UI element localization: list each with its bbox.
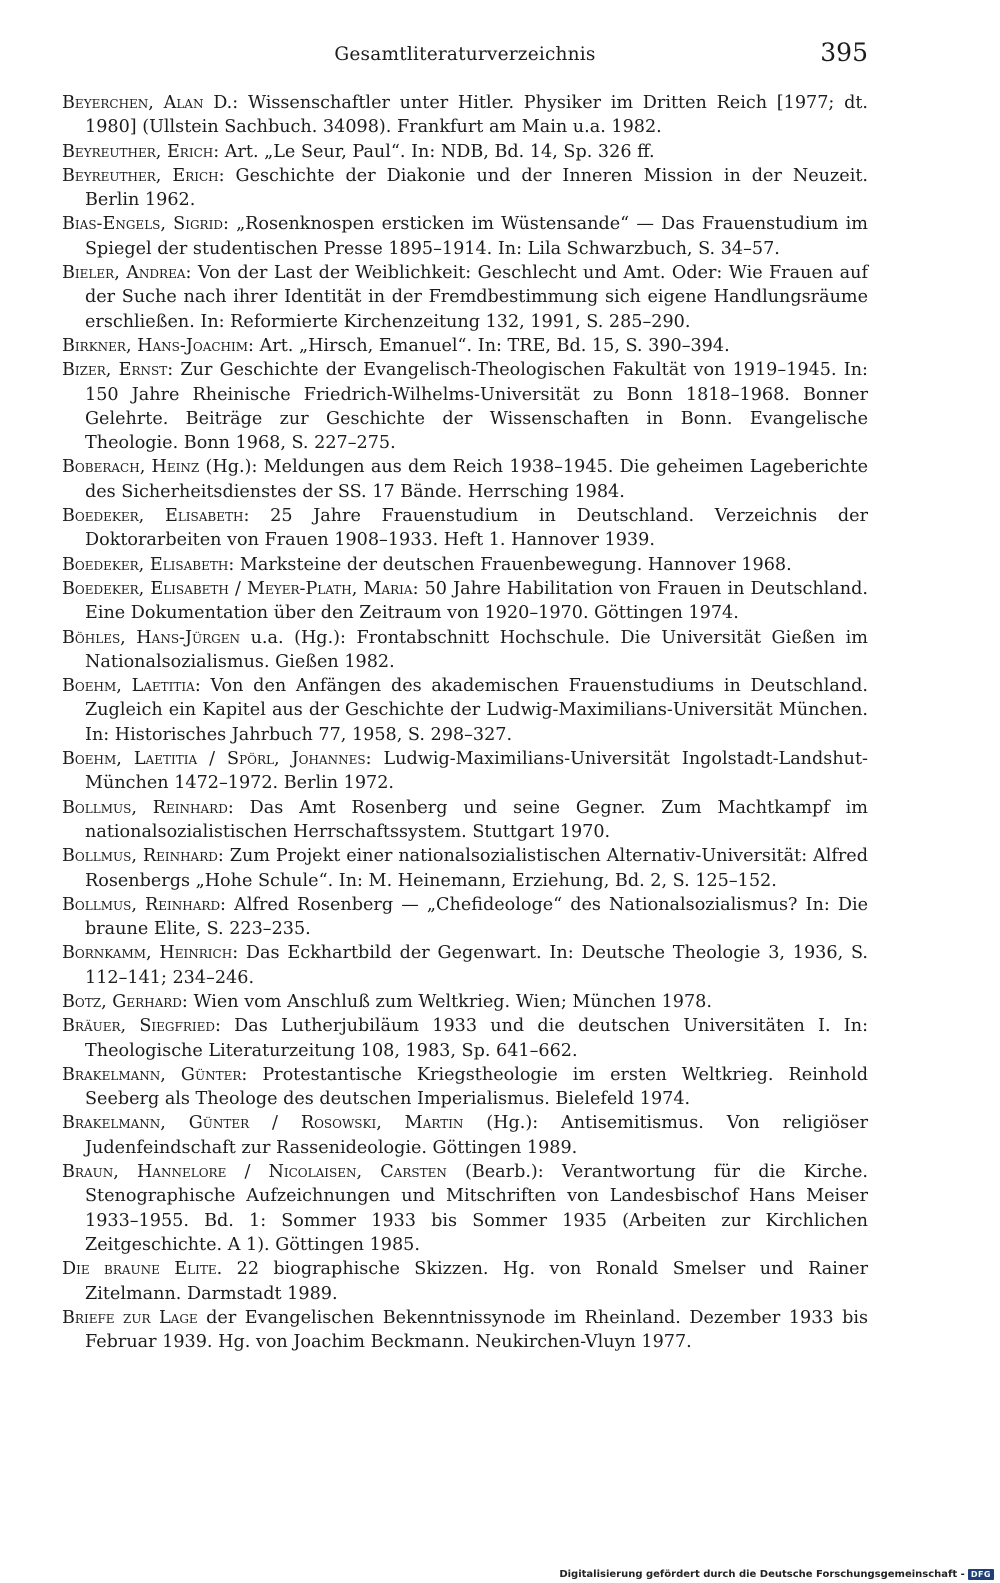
bibliography-entry bbox=[62, 334, 868, 358]
bibliography-entry bbox=[62, 844, 868, 893]
entry-author: Boberach, Heinz bbox=[62, 457, 200, 478]
bibliography-entry bbox=[62, 1160, 868, 1257]
entry-author: Beyreuther, Erich: bbox=[62, 141, 220, 162]
bibliography-entry bbox=[62, 553, 868, 577]
entry-author: Beyreuther, Erich: bbox=[62, 165, 225, 186]
bibliography-entry bbox=[62, 941, 868, 990]
entry-author: Briefe zur Lage bbox=[62, 1307, 198, 1328]
bibliography-entry bbox=[62, 358, 868, 455]
entry-text: Marksteine der deutschen Frauenbewegung. Hannover 1968. bbox=[234, 554, 792, 575]
entry-text: Zur Geschichte der Evangelisch-Theologischen Fakultät von 1919–1945. In: 150 Jahre Rheinische Friedrich-Wilhelms-Universität zu Bonn 1818–1968. Bonner Gelehrte. Beiträge zur Geschichte der Wissenschaften in Bonn. Evangelische Theologie. Bonn 1968, S. 227–275. bbox=[85, 360, 868, 454]
entry-author: Böhles, Hans-Jürgen bbox=[62, 627, 241, 648]
bibliography-entry bbox=[62, 91, 868, 140]
entry-author: Bieler, Andrea: bbox=[62, 263, 192, 284]
bibliography-entry bbox=[62, 504, 868, 553]
entry-text: der Evangelischen Bekenntnissynode im Rheinland. Dezember 1933 bis Februar 1939. Hg. von Joachim Beckmann. Neukirchen-Vluyn 1977. bbox=[85, 1307, 868, 1353]
bibliography-entry bbox=[62, 626, 868, 675]
bibliography-entry bbox=[62, 1306, 868, 1355]
entry-text: Zum Projekt einer nationalsozialistischen Alternativ-Universität: Alfred Rosenbergs „Hohe Schule“. In: M. Heinemann, Erziehung, Bd. 2, S. 125–152. bbox=[85, 846, 868, 891]
running-title: Gesamtliteraturverzeichnis bbox=[334, 44, 596, 65]
entry-author: Die braune Elite. bbox=[62, 1259, 223, 1280]
dfg-logo: DFG bbox=[968, 1569, 994, 1580]
entry-author: Boehm, Laetitia: bbox=[62, 676, 201, 697]
entry-author: Bizer, Ernst: bbox=[62, 360, 174, 381]
entry-author: Boedeker, Elisabeth / Meyer-Plath, Maria: bbox=[62, 578, 419, 599]
entry-text: Ludwig-Maximilians-Universität Ingolstadt-Landshut-München 1472–1972. Berlin 1972. bbox=[85, 749, 868, 794]
entry-author: Brakelmann, Günter: bbox=[62, 1064, 248, 1085]
bibliography-entry bbox=[62, 747, 868, 796]
entry-author: Bräuer, Siegfried: bbox=[62, 1016, 221, 1037]
entry-author: Beyerchen, Alan D.: bbox=[62, 93, 239, 113]
page-header bbox=[62, 38, 868, 78]
bibliography-entry bbox=[62, 674, 868, 747]
bibliography-entry bbox=[62, 1063, 868, 1112]
entry-text: Geschichte der Diakonie und der Inneren Mission in der Neuzeit. Berlin 1962. bbox=[85, 165, 868, 211]
entry-text: Art. „Hirsch, Emanuel“. In: TRE, Bd. 15, S. 390–394. bbox=[253, 335, 730, 356]
entry-author: Brakelmann, Günter / Rosowski, Martin bbox=[62, 1113, 464, 1134]
entry-author: Bollmus, Reinhard: bbox=[62, 894, 226, 915]
bibliography-entry bbox=[62, 212, 868, 261]
entry-text: 25 Jahre Frauenstudium in Deutschland. Verzeichnis der Doktorarbeiten von Frauen 1908–1933. Heft 1. Hannover 1939. bbox=[85, 506, 868, 551]
bibliography-entry bbox=[62, 990, 868, 1014]
footer-text: Digitalisierung gefördert durch die Deutsche Forschungsgemeinschaft - bbox=[559, 1569, 965, 1580]
entry-author: Birkner, Hans-Joachim: bbox=[62, 335, 254, 356]
entry-text: Das Eckhartbild der Gegenwart. In: Deutsche Theologie 3, 1936, S. 112–141; 234–246. bbox=[85, 943, 868, 988]
entry-author: Braun, Hannelore / Nicolaisen, Carsten bbox=[62, 1162, 447, 1183]
bibliography-entry bbox=[62, 893, 868, 942]
bibliography-list bbox=[62, 91, 868, 1354]
entry-author: Bias-Engels, Sigrid: bbox=[62, 214, 229, 235]
entry-author: Boehm, Laetitia / Spörl, Johannes: bbox=[62, 749, 372, 770]
entry-text: (Bearb.): Verantwortung für die Kirche. Stenographische Aufzeichnungen und Mitschriften von Landesbischof Hans Meiser 1933–1955. Bd. 1: Sommer 1933 bis Sommer 1935 (Arbeiten zur Kirchlichen Zeitgeschichte. A 1). Göttingen 1985. bbox=[85, 1162, 868, 1255]
bibliography-entry bbox=[62, 1111, 868, 1160]
entry-text: Das Amt Rosenberg und seine Gegner. Zum Machtkampf im nationalsozialistischen Herrschaftssystem. Stuttgart 1970. bbox=[85, 797, 868, 842]
entry-author: Boedeker, Elisabeth: bbox=[62, 554, 235, 575]
bibliography-entry bbox=[62, 1257, 868, 1306]
page-number: 395 bbox=[820, 38, 868, 67]
entry-text: 50 Jahre Habilitation von Frauen in Deutschland. Eine Dokumentation über den Zeitraum von 1920–1970. Göttingen 1974. bbox=[85, 578, 868, 624]
entry-author: Botz, Gerhard: bbox=[62, 991, 188, 1012]
entry-text: Wissenschaftler unter Hitler. Physiker im Dritten Reich [1977; dt. 1980] (Ullstein Sachbuch. 34098). Frankfurt am Main u.a. 1982. bbox=[85, 93, 868, 138]
footer bbox=[559, 1569, 994, 1580]
bibliography-entry bbox=[62, 261, 868, 334]
bibliography-entry bbox=[62, 455, 868, 504]
entry-author: Boedeker, Elisabeth: bbox=[62, 506, 250, 527]
entry-text: Von der Last der Weiblichkeit: Geschlecht und Amt. Oder: Wie Frauen auf der Suche nach ihrer Identität in der Fremdbestimmung sich eigene Handlungsräume erschließen. In: Reformierte Kirchenzeitung 132, 1991, S. 285–290. bbox=[85, 263, 868, 332]
entry-text: Alfred Rosenberg — „Chefideologe“ des Nationalsozialismus? In: Die braune Elite, S. 223–235. bbox=[85, 894, 868, 940]
entry-author: Bollmus, Reinhard: bbox=[62, 846, 224, 867]
bibliography-entry bbox=[62, 577, 868, 626]
entry-text: „Rosenknospen ersticken im Wüstensande“ — Das Frauenstudium im Spiegel der studentischen Presse 1895–1914. In: Lila Schwarzbuch, S. 34–57. bbox=[85, 214, 868, 259]
entry-text: (Hg.): Antisemitismus. Von religiöser Judenfeindschaft zur Rassenideologie. Göttingen 1989. bbox=[85, 1113, 868, 1158]
entry-text: Das Lutherjubiläum 1933 und die deutschen Universitäten I. In: Theologische Literaturzeitung 108, 1983, Sp. 641–662. bbox=[85, 1016, 868, 1061]
entry-text: Von den Anfängen des akademischen Frauenstudiums in Deutschland. Zugleich ein Kapitel aus der Geschichte der Ludwig-Maximilians-Universität München. In: Historisches Jahrbuch 77, 1958, S. 298–327. bbox=[85, 676, 868, 745]
bibliography-entry bbox=[62, 140, 868, 164]
entry-text: (Hg.): Meldungen aus dem Reich 1938–1945. Die geheimen Lageberichte des Sicherheitsdienstes der SS. 17 Bände. Herrsching 1984. bbox=[85, 457, 868, 502]
bibliography-entry bbox=[62, 796, 868, 845]
entry-author: Bornkamm, Heinrich: bbox=[62, 943, 239, 964]
entry-author: Bollmus, Reinhard: bbox=[62, 797, 234, 818]
bibliography-entry bbox=[62, 1014, 868, 1063]
entry-text: 22 biographische Skizzen. Hg. von Ronald Smelser und Rainer Zitelmann. Darmstadt 1989. bbox=[85, 1259, 868, 1304]
entry-text: Art. „Le Seur, Paul“. In: NDB, Bd. 14, Sp. 326 ff. bbox=[219, 141, 655, 162]
entry-text: Protestantische Kriegstheologie im ersten Weltkrieg. Reinhold Seeberg als Theologe des deutschen Imperialismus. Bielefeld 1974. bbox=[85, 1064, 868, 1110]
entry-text: Wien vom Anschluß zum Weltkrieg. Wien; München 1978. bbox=[187, 991, 712, 1012]
bibliography-entry bbox=[62, 164, 868, 213]
entry-text: u.a. (Hg.): Frontabschnitt Hochschule. Die Universität Gießen im Nationalsozialismus. Gießen 1982. bbox=[85, 627, 868, 672]
